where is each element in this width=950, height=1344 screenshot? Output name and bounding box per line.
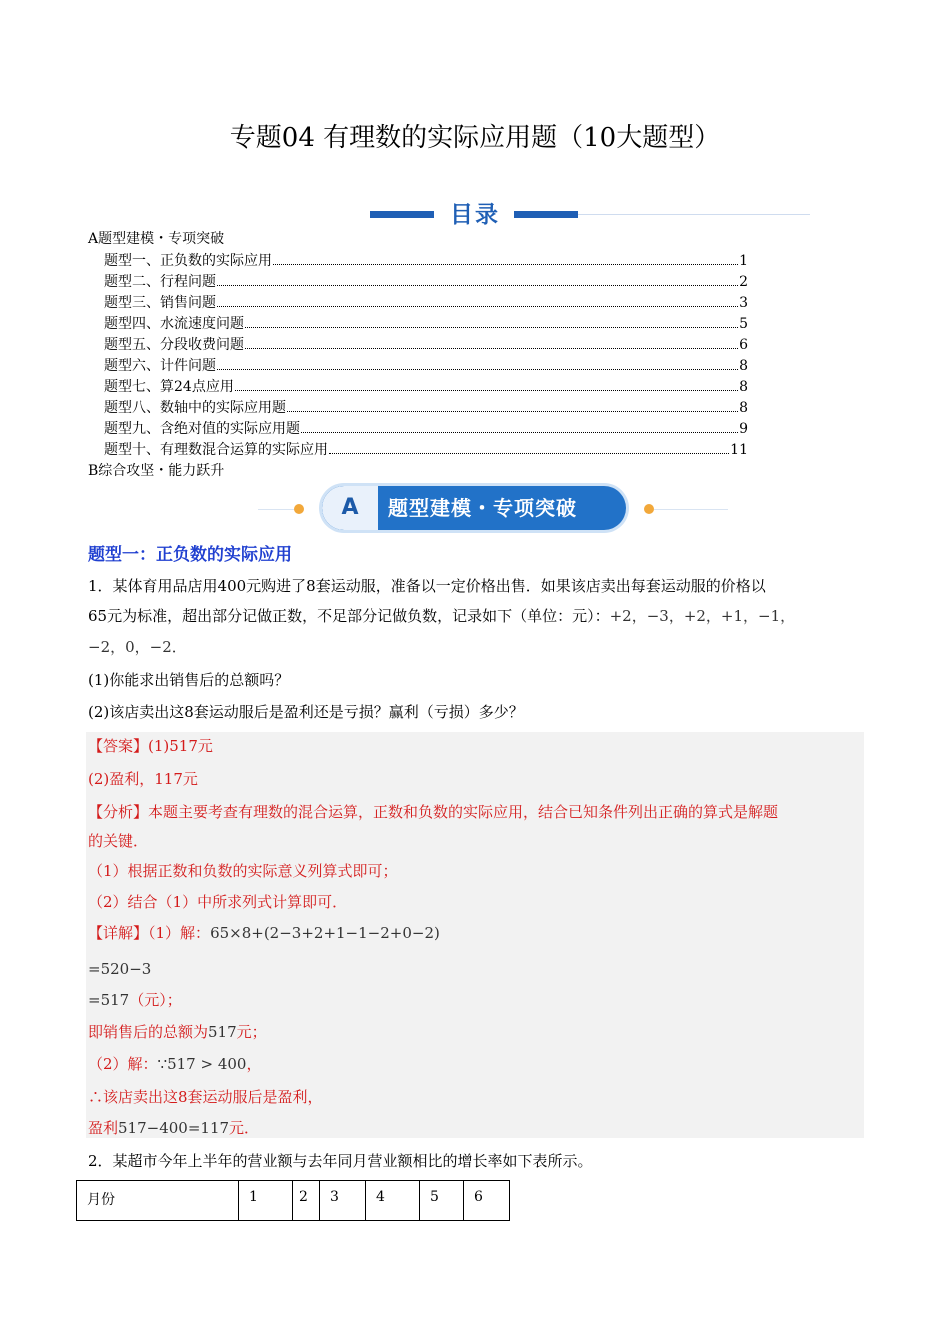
toc-item-label: 题型八、数轴中的实际应用题 <box>104 400 286 416</box>
q1-line2-text: 65元为标准，超出部分记做正数，不足部分记做负数，记录如下（单位：元）： <box>88 607 610 625</box>
toc-heading-rule <box>578 214 810 215</box>
table-cell: 1 <box>239 1181 293 1221</box>
detail-eq1: =520−3 <box>88 960 152 978</box>
toc-item[interactable] <box>104 439 748 459</box>
toc-item-label: 题型五、分段收费问题 <box>104 337 244 353</box>
toc-leader <box>329 452 729 454</box>
toc-heading-text: 目录 <box>450 202 500 228</box>
toc-item-page: 2 <box>739 274 748 290</box>
q1-line1: 1．某体育用品店用400元购进了8套运动服，准备以一定价格出售．如果该店卖出每套运动服的价格以 <box>88 577 766 595</box>
detail-tag: 【详解】 <box>88 924 149 942</box>
answer-1-label: (1) <box>148 737 170 755</box>
toc-item[interactable] <box>104 271 748 291</box>
detail-intro: （1）解： <box>148 924 211 942</box>
toc-leader <box>245 326 738 328</box>
toc-leader <box>273 263 738 265</box>
type-heading: 题型一：正负数的实际应用 <box>88 545 292 565</box>
answer-tag: 【答案】 <box>88 737 149 755</box>
toc-item[interactable] <box>104 397 748 417</box>
banner-line-left <box>258 509 298 510</box>
toc-item-label: 题型六、计件问题 <box>104 358 216 374</box>
detail-eq2 <box>88 990 182 1010</box>
table-cell: 6 <box>464 1181 510 1221</box>
detail-profit-expr: 517−400=117 <box>118 1119 230 1137</box>
toc-item-label: 题型十、有理数混合运算的实际应用 <box>104 442 328 458</box>
answer-1-unit: 元 <box>197 737 213 755</box>
toc-item-page: 11 <box>730 442 748 458</box>
detail-part2-expr: ∵517 > 400 <box>157 1055 247 1073</box>
toc-item-label: 题型一、正负数的实际应用 <box>104 253 272 269</box>
toc-section-a[interactable]: A题型建模・专项突破 <box>88 231 225 247</box>
toc-item[interactable] <box>104 313 748 333</box>
answer-2-value: 117 <box>154 770 183 788</box>
q1-sub2: (2)该店卖出这8套运动服后是盈利还是亏损？赢利（亏损）多少？ <box>88 703 524 721</box>
toc-item-page: 5 <box>739 316 748 332</box>
toc-item-page: 6 <box>739 337 748 353</box>
toc-item-label: 题型七、算24点应用 <box>104 379 234 395</box>
toc-item[interactable] <box>104 418 748 438</box>
table-row <box>77 1181 510 1221</box>
detail-part2-comma: ， <box>246 1055 262 1073</box>
detail-part2 <box>88 1054 261 1074</box>
detail-eq2-unit: （元）； <box>129 991 182 1009</box>
toc-heading-bar-right <box>514 211 578 218</box>
banner-pill <box>322 486 626 530</box>
toc-leader <box>245 347 738 349</box>
table-cell: 4 <box>366 1181 420 1221</box>
detail-eq2-expr: =517 <box>88 991 130 1009</box>
banner-dot-right <box>644 504 654 514</box>
q2-line1: 2．某超市今年上半年的营业额与去年同月营业额相比的增长率如下表所示。 <box>88 1152 593 1170</box>
toc-item[interactable] <box>104 334 748 354</box>
table-cell: 月份 <box>77 1181 239 1221</box>
page-title: 专题04 有理数的实际应用题（10大题型） <box>229 123 721 153</box>
toc-item-page: 8 <box>739 358 748 374</box>
toc-leader <box>217 368 738 370</box>
table-cell: 2 <box>293 1181 320 1221</box>
toc-leader <box>235 389 738 391</box>
detail-total-text: 即销售后的总额为 <box>88 1023 209 1041</box>
banner-dot-left <box>294 504 304 514</box>
analysis-step1: （1）根据正数和负数的实际意义列算式即可； <box>88 862 398 880</box>
answer-2-text: (2)盈利， <box>88 770 155 788</box>
banner-letter: A <box>322 486 378 530</box>
toc-item[interactable] <box>104 376 748 396</box>
toc-leader <box>301 431 738 433</box>
toc-item-label: 题型二、行程问题 <box>104 274 216 290</box>
toc-item-page: 3 <box>739 295 748 311</box>
toc-item-page: 9 <box>739 421 748 437</box>
section-banner <box>258 486 728 532</box>
detail-total <box>88 1022 267 1042</box>
toc-item-label: 题型九、含绝对值的实际应用题 <box>104 421 300 437</box>
analysis-step2: （2）结合（1）中所求列式计算即可． <box>88 893 348 911</box>
answer-1 <box>88 736 213 756</box>
table-cell: 3 <box>320 1181 366 1221</box>
toc-leader <box>217 284 738 286</box>
toc-heading <box>370 196 810 230</box>
detail-part2-intro: （2）解： <box>88 1055 158 1073</box>
detail-expr: 65×8+(2−3+2+1−1−2+0−2) <box>210 924 440 942</box>
answer-2-unit: 元 <box>182 770 198 788</box>
analysis-tag: 【分析】 <box>88 803 149 821</box>
answer-1-value: 517 <box>169 737 198 755</box>
toc-item[interactable] <box>104 292 748 312</box>
q1-line3: −2，0，−2． <box>88 638 187 656</box>
toc-item-label: 题型四、水流速度问题 <box>104 316 244 332</box>
detail-therefore: ∴该店卖出这8套运动服后是盈利， <box>88 1088 323 1106</box>
detail-profit <box>88 1118 259 1138</box>
banner-line-right <box>654 509 728 510</box>
toc-item-page: 1 <box>739 253 748 269</box>
toc-item-page: 8 <box>739 379 748 395</box>
toc-section-b[interactable]: B综合攻坚・能力跃升 <box>88 463 225 479</box>
banner-text: 题型建模・专项突破 <box>388 496 577 520</box>
detail-total-value: 517 <box>208 1023 237 1041</box>
q1-sub1: (1)你能求出销售后的总额吗？ <box>88 671 290 689</box>
detail-profit-unit: 元． <box>229 1119 260 1137</box>
detail-profit-text: 盈利 <box>88 1119 119 1137</box>
q1-line2 <box>88 606 795 626</box>
toc-leader <box>287 410 738 412</box>
toc-item-page: 8 <box>739 400 748 416</box>
toc-item-label: 题型三、销售问题 <box>104 295 216 311</box>
table-cell: 5 <box>420 1181 464 1221</box>
analysis-text: 本题主要考查有理数的混合运算，正数和负数的实际应用，结合已知条件列出正确的算式是解题 <box>148 803 779 821</box>
toc-leader <box>217 305 738 307</box>
analysis-line2: 的关键． <box>88 832 149 850</box>
detail-total-unit: 元； <box>236 1023 267 1041</box>
analysis-line1 <box>88 802 778 822</box>
toc-item[interactable] <box>104 355 748 375</box>
detail-line <box>88 923 440 943</box>
answer-2 <box>88 769 198 789</box>
growth-table <box>76 1180 510 1221</box>
toc-item[interactable] <box>104 250 748 270</box>
toc-heading-bar-left <box>370 211 434 218</box>
q1-line2-values: +2，−3，+2，+1，−1， <box>609 607 796 625</box>
